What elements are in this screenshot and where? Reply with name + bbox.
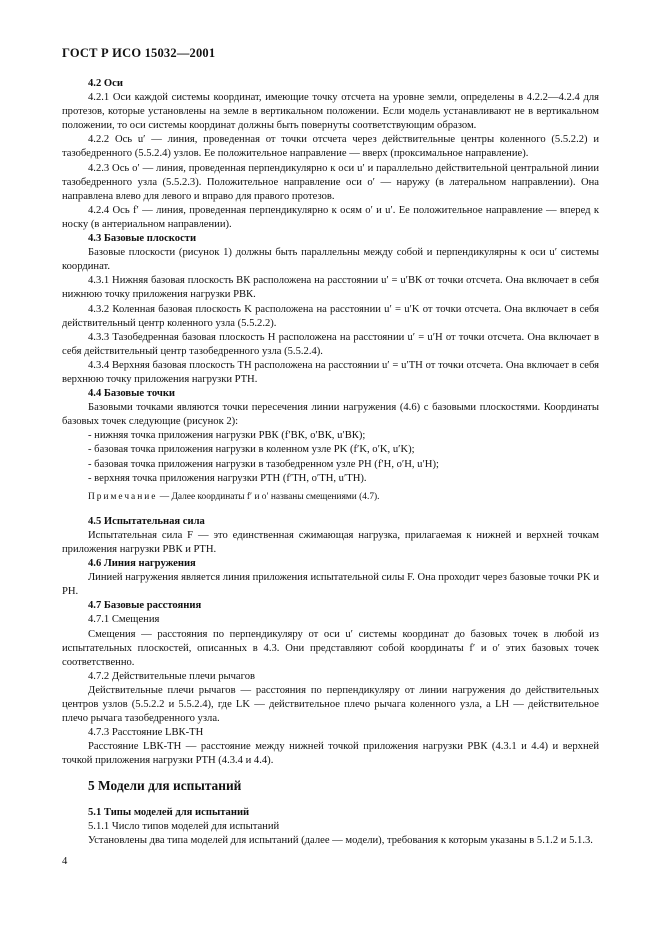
list-item: - верхняя точка приложения нагрузки PТН (f′ТН, o′ТН, u′ТН).	[88, 472, 367, 484]
section-heading: 4.5 Испытательная сила	[88, 515, 205, 527]
document-body	[62, 77, 599, 848]
paragraph: Смещения — расстояния по перпендикуляру от оси u′ системы координат до базовых точек в любой из испытательных плоскостей, описанных в 4.3. Они представляют собой координаты f′ и o′ этих базовых точек соответственно.	[62, 628, 599, 668]
section-heading: 4.6 Линия нагружения	[88, 558, 196, 570]
paragraph: Базовыми точками являются точки пересечения линии нагружения (4.6) с базовыми плоскостями. Координаты базовых точек следующие (рисунок 2):	[62, 402, 599, 428]
paragraph: Линией нагружения является линия приложения испытательной силы F. Она проходит через базовые точки PK и PH.	[62, 572, 599, 598]
section-heading: 4.4 Базовые точки	[88, 388, 176, 400]
paragraph: Базовые плоскости (рисунок 1) должны быть параллельны между собой и перпендикулярны к оси u′ системы координат.	[62, 247, 599, 273]
paragraph: 4.3.1 Нижняя базовая плоскость ВК расположена на расстоянии u′ = u′ВК от точки отсчета. Она включает в себя нижнюю точку приложения нагрузки PВК.	[62, 275, 599, 301]
paragraph: Действительные плечи рычагов — расстояния по перпендикуляру от линии нагружения до действительных центров узлов (5.5.2.2 и 5.5.2.4), где LK — действительное плечо рычага коленного узла, a LH — действительное плечо рычага тазобедренного узла.	[62, 684, 599, 725]
paragraph: 4.3.3 Тазобедренная базовая плоскость H расположена на расстоянии u′ = u′H от точки отсчета. Она включает в себя действительный центр тазобедренного узла (5.5.2.4).	[62, 331, 599, 357]
paragraph: 4.2.4 Ось f′ — линия, проведенная перпендикулярно к осям o′ и u′. Ее положительное направление — вперед к носку (в антериальном направлении).	[62, 204, 599, 230]
note-label: Примечание	[88, 491, 158, 502]
section-heading: 4.7 Базовые расстояния	[88, 600, 202, 612]
page-number: 4	[62, 856, 68, 867]
paragraph: 4.7.1 Смещения	[88, 614, 160, 626]
paragraph: 4.2.1 Оси каждой системы координат, имеющие точку отсчета на уровне земли, определены в 4.2.2—4.2.4 для протезов, которые установлены на земле в вертикальном положении. Если модель устанавливают не в вертикальном положении, то оси системы координат должны быть повернуты соответствующим образом.	[62, 92, 599, 132]
note	[62, 490, 599, 504]
paragraph: 4.2.2 Ось u′ — линия, проведенная от точки отсчета через действительные центры коленного (5.5.2.2) и тазобедренного (5.5.2.4) узлов. Ее положительное направление — вверх (проксимальное направление).	[62, 134, 599, 160]
paragraph: 4.7.3 Расстояние LВК-ТН	[88, 727, 204, 739]
paragraph: 4.7.2 Действительные плечи рычагов	[88, 670, 256, 682]
document-header: ГОСТ Р ИСО 15032—2001	[62, 46, 216, 60]
list-item: - базовая точка приложения нагрузки в тазобедренном узле PH (f′H, o′H, u′H);	[88, 458, 439, 470]
list-item: - базовая точка приложения нагрузки в коленном узле PK (f′K, o′K, u′K);	[88, 444, 415, 456]
paragraph: 5.1.1 Число типов моделей для испытаний	[88, 820, 280, 832]
list-item: - нижняя точка приложения нагрузки PВК (f′ВК, o′ВК, u′ВК);	[88, 430, 366, 442]
paragraph: 4.3.2 Коленная базовая плоскость K расположена на расстоянии u′ = u′K от точки отсчета. Она включает в себя действительный центр коленного узла (5.5.2.2).	[62, 303, 599, 329]
paragraph: 4.3.4 Верхняя базовая плоскость ТН расположена на расстоянии u′ = u′ТН от точки отсчета. Она включает в себя верхнюю точку приложения нагрузки PТН.	[62, 359, 599, 385]
paragraph: Расстояние LВК-ТН — расстояние между нижней точкой приложения нагрузки PВК (4.3.1 и 4.4) и верхней точкой приложения нагрузки PТН (4.3.4 и 4.4).	[62, 741, 599, 767]
paragraph: Испытательная сила F — это единственная сжимающая нагрузка, прилагаемая к нижней и верхней точкам приложения нагрузки PВК и PТН.	[62, 529, 599, 555]
paragraph: Установлены два типа моделей для испытаний (далее — модели), требования к которым указаны в 5.1.2 и 5.1.3.	[88, 834, 593, 846]
paragraph: 4.2.3 Ось o′ — линия, проведенная перпендикулярно к оси u′ и параллельно действительной центральной линии тазобедренного узла (5.5.2.3). Положительное направление оси o′ — наружу (в латеральном направлении). Она направлена влево для левого и вправо для правого протезов.	[62, 162, 599, 202]
section-heading: 5.1 Типы моделей для испытаний	[88, 806, 250, 818]
section-heading: 4.2 Оси	[88, 78, 123, 89]
section-heading: 4.3 Базовые плоскости	[88, 233, 197, 245]
note-text: — Далее координаты f′ и o′ названы смещениями (4.7).	[157, 491, 380, 502]
chapter-heading: 5 Модели для испытаний	[88, 777, 242, 793]
